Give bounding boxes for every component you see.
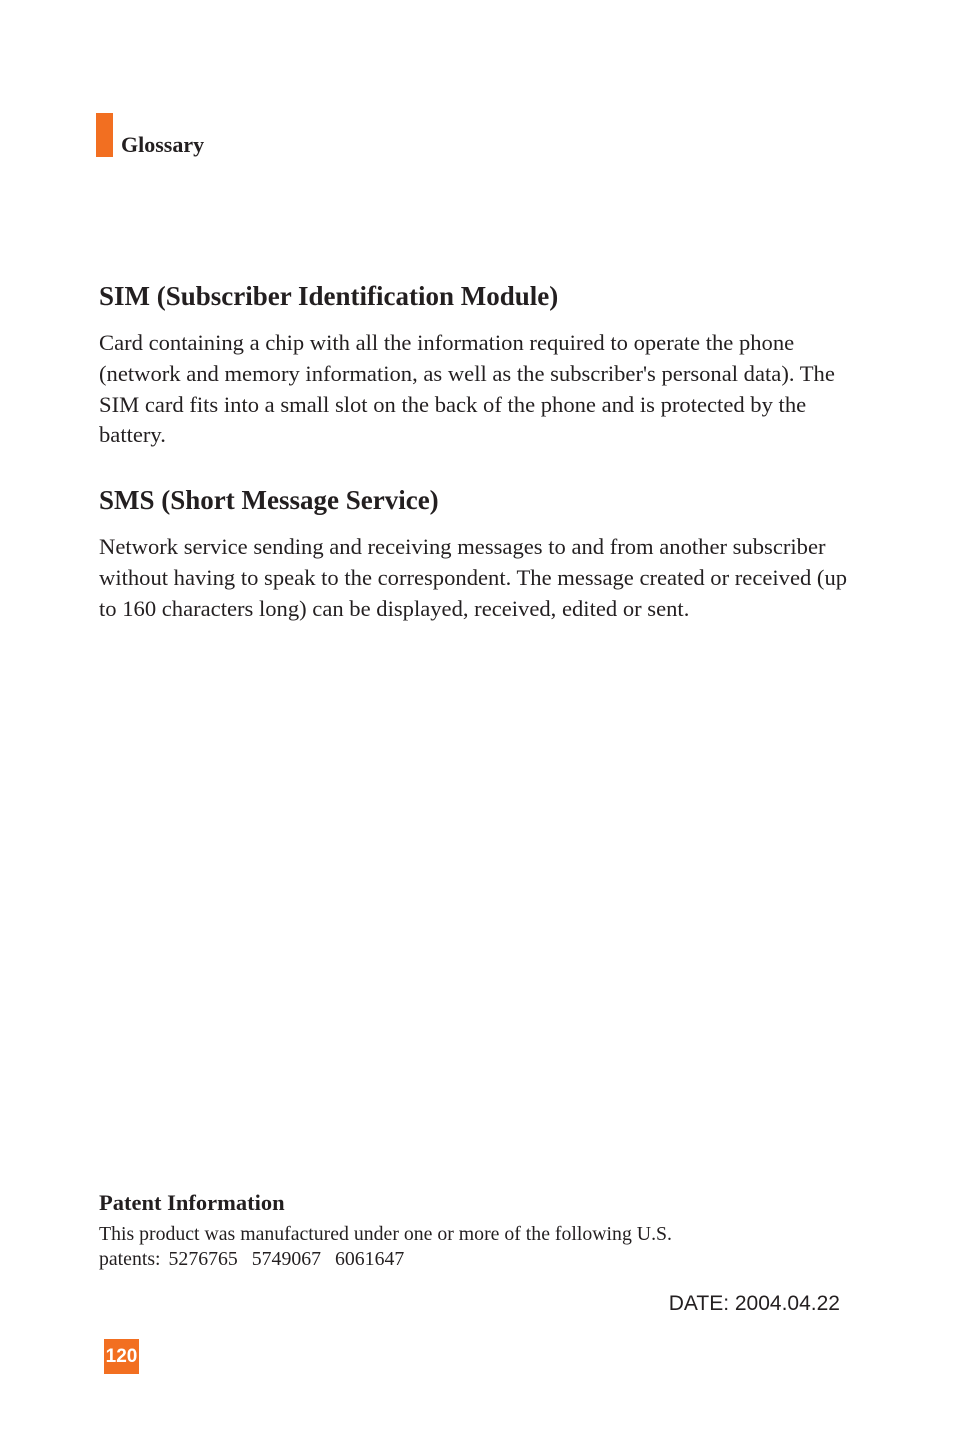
glossary-entry-sms bbox=[99, 483, 859, 624]
patent-body bbox=[99, 1222, 859, 1272]
patent-title: Patent Information bbox=[99, 1190, 285, 1215]
entry-definition: Network service sending and receiving messages to and from another subscriber without having to speak to the correspondent. The message created or received (up to 160 characters long) can be displayed, received, edited or sent. bbox=[99, 534, 848, 621]
patent-intro: This product was manufactured under one or more of the following U.S. bbox=[99, 1223, 672, 1245]
patent-information bbox=[99, 1188, 859, 1272]
patent-label: patents: bbox=[99, 1248, 161, 1270]
patent-number: 5276765 bbox=[168, 1248, 238, 1270]
patent-list bbox=[99, 1247, 859, 1272]
patent-number: 6061647 bbox=[335, 1248, 405, 1270]
page-number: 120 bbox=[104, 1339, 139, 1374]
section-label: Glossary bbox=[121, 132, 205, 157]
glossary-entry-sim bbox=[99, 279, 859, 451]
entry-term: SMS (Short Message Service) bbox=[99, 485, 439, 515]
section-marker bbox=[96, 113, 113, 157]
entry-definition: Card containing a chip with all the information required to operate the phone (network and memory information, as well as the subscriber's personal data). The SIM card fits into a small slot on the back of the phone and is protected by the battery. bbox=[99, 330, 835, 448]
entry-term: SIM (Subscriber Identification Module) bbox=[99, 281, 559, 311]
date-stamp: DATE: 2004.04.22 bbox=[668, 1292, 840, 1315]
patent-number: 5749067 bbox=[251, 1248, 321, 1270]
